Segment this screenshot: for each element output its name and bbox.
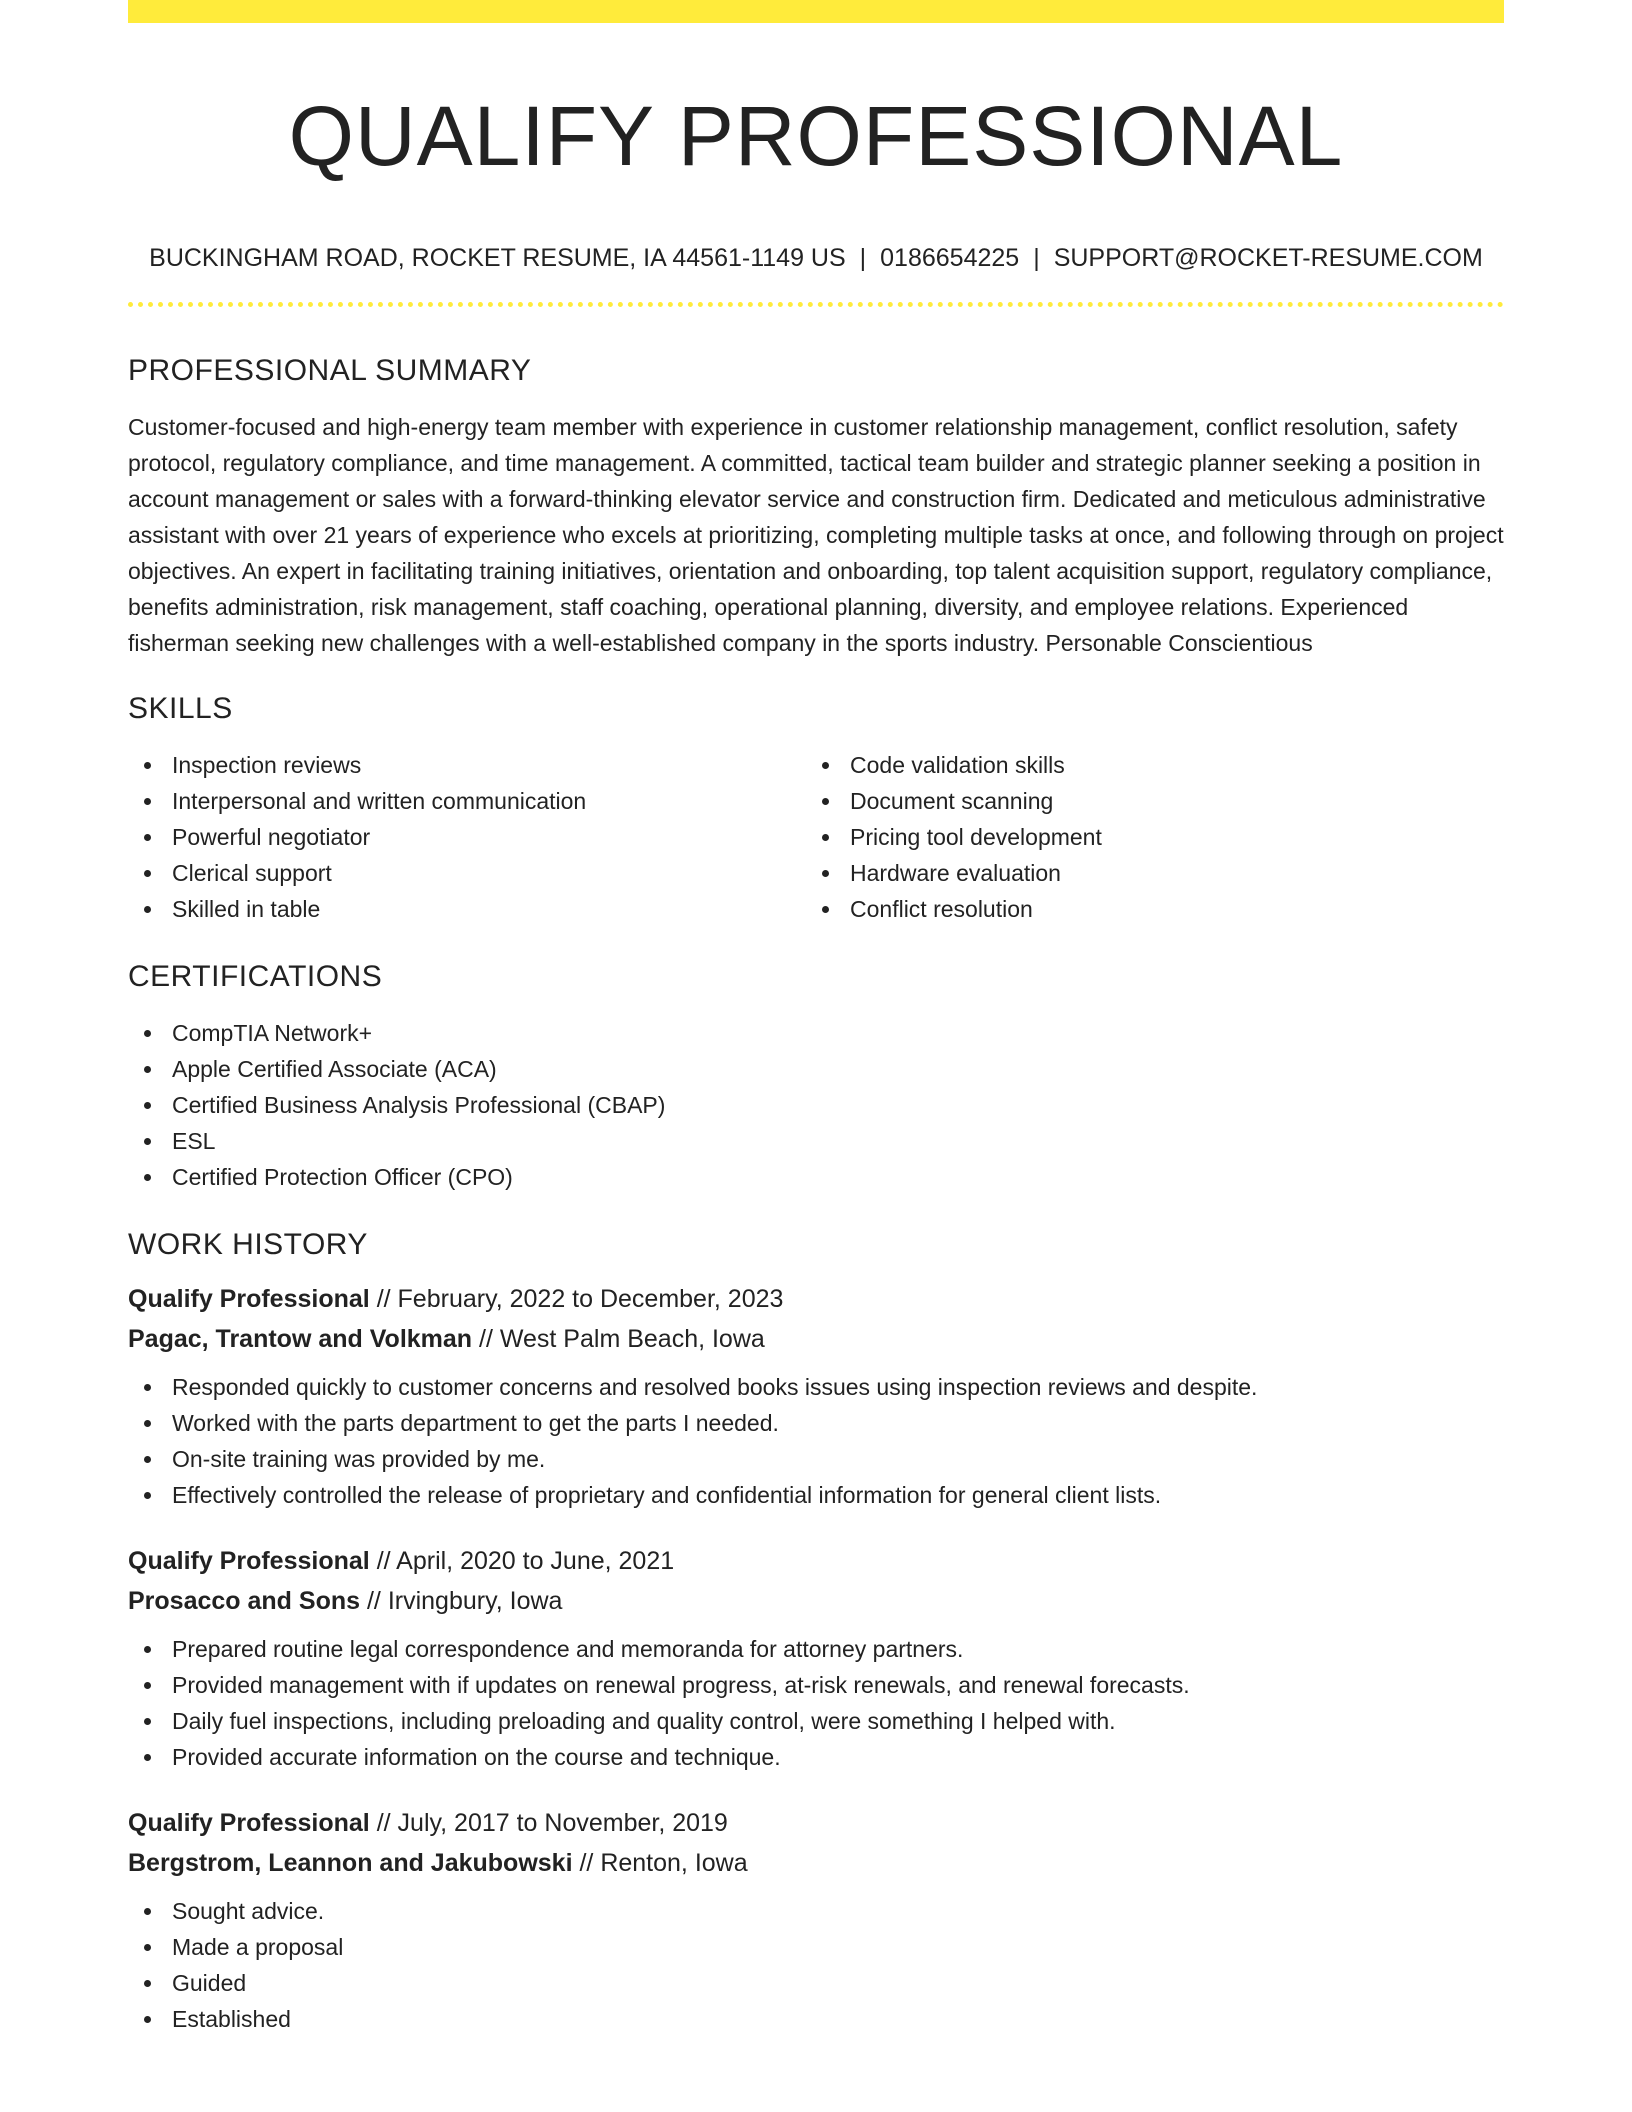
job-duty-item: On-site training was provided by me. [128, 1441, 1504, 1477]
job-location: // West Palm Beach, Iowa [479, 1325, 765, 1353]
skill-item: Clerical support [128, 855, 806, 891]
job-company: Prosacco and Sons [128, 1587, 361, 1615]
job-duty-item: Prepared routine legal correspondence and memoranda for attorney partners. [128, 1631, 1504, 1667]
summary-heading: PROFESSIONAL SUMMARY [128, 354, 532, 387]
job-duty-item: Effectively controlled the release of proprietary and confidential information for general client lists. [128, 1477, 1504, 1513]
job-company: Pagac, Trantow and Volkman [128, 1325, 473, 1353]
job-duties [128, 1369, 1504, 1513]
job-duty-item: Provided accurate information on the course and technique. [128, 1739, 1504, 1775]
job-entry-3 [128, 1803, 1504, 2037]
job-dates: // July, 2017 to November, 2019 [376, 1809, 728, 1837]
job-entry-1 [128, 1279, 1504, 1513]
contact-line [128, 241, 1504, 275]
job-duties [128, 1631, 1504, 1775]
job-duty-item: Daily fuel inspections, including preloading and quality control, were something I helped with. [128, 1703, 1504, 1739]
job-role: Qualify Professional [128, 1809, 370, 1837]
work-history-heading: WORK HISTORY [128, 1228, 368, 1261]
resume-content [128, 23, 1504, 2037]
skills-columns [128, 747, 1504, 927]
candidate-name: QUALIFY PROFESSIONAL [288, 89, 1344, 183]
skill-item: Interpersonal and written communication [128, 783, 806, 819]
job-location: // Renton, Iowa [579, 1849, 748, 1877]
skills-list-right [806, 747, 1484, 927]
job-entry-2 [128, 1541, 1504, 1775]
contact-email: SUPPORT@ROCKET-RESUME.COM [1053, 244, 1483, 272]
job-duties [128, 1893, 1504, 2037]
job-dates: // April, 2020 to June, 2021 [376, 1547, 675, 1575]
skill-item: Inspection reviews [128, 747, 806, 783]
skills-list-left [128, 747, 806, 927]
job-duty-item: Made a proposal [128, 1929, 1504, 1965]
contact-separator: | [859, 244, 867, 272]
skills-heading: SKILLS [128, 692, 233, 725]
job-location: // Irvingbury, Iowa [366, 1587, 563, 1615]
top-accent-bar [128, 0, 1504, 23]
contact-separator: | [1033, 244, 1040, 272]
skill-item: Document scanning [806, 783, 1484, 819]
skill-item: Code validation skills [806, 747, 1484, 783]
job-company-line [128, 1581, 1504, 1621]
job-role: Qualify Professional [128, 1547, 370, 1575]
certification-item: ESL [128, 1123, 1504, 1159]
skill-item: Skilled in table [128, 891, 806, 927]
certification-item: CompTIA Network+ [128, 1015, 1504, 1051]
job-duty-item: Provided management with if updates on renewal progress, at-risk renewals, and renewal forecasts. [128, 1667, 1504, 1703]
dotted-divider [128, 302, 1504, 307]
certification-item: Apple Certified Associate (ACA) [128, 1051, 1504, 1087]
job-duty-item: Sought advice. [128, 1893, 1504, 1929]
summary-text: Customer-focused and high-energy team member with experience in customer relationship management, conflict resolution, safety protocol, regulatory compliance, and time management. A committed, tactical team builder and strategic planner seeking a position in account management or sales with a forward-thinking elevator service and construction firm. Dedicated and meticulous administrative assistant with over 21 years of experience who excels at prioritizing, completing multiple tasks at once, and following through on project objectives. An expert in facilitating training initiatives, orientation and onboarding, top talent acquisition support, regulatory compliance, benefits administration, risk management, staff coaching, operational planning, diversity, and employee relations. Experienced fisherman seeking new challenges with a well-established company in the sports industry. Personable Conscientious [128, 414, 1504, 656]
job-company: Bergstrom, Leannon and Jakubowski [128, 1849, 573, 1877]
skill-item: Powerful negotiator [128, 819, 806, 855]
job-role-line [128, 1541, 1504, 1581]
job-company-line [128, 1319, 1504, 1359]
certifications-list [128, 1015, 1504, 1195]
contact-phone: 0186654225 [880, 244, 1020, 272]
job-dates: // February, 2022 to December, 2023 [376, 1285, 784, 1313]
certification-item: Certified Protection Officer (CPO) [128, 1159, 1504, 1195]
job-duty-item: Worked with the parts department to get the parts I needed. [128, 1405, 1504, 1441]
job-company-line [128, 1843, 1504, 1883]
job-duty-item: Responded quickly to customer concerns and resolved books issues using inspection reviews and despite. [128, 1369, 1504, 1405]
certifications-heading: CERTIFICATIONS [128, 960, 383, 993]
skill-item: Hardware evaluation [806, 855, 1484, 891]
job-duty-item: Established [128, 2001, 1504, 2037]
job-role-line [128, 1803, 1504, 1843]
contact-address: BUCKINGHAM ROAD, ROCKET RESUME, IA 44561-1149 US [149, 244, 846, 272]
skill-item: Pricing tool development [806, 819, 1484, 855]
job-duty-item: Guided [128, 1965, 1504, 2001]
job-role-line [128, 1279, 1504, 1319]
job-role: Qualify Professional [128, 1285, 370, 1313]
skill-item: Conflict resolution [806, 891, 1484, 927]
certification-item: Certified Business Analysis Professional (CBAP) [128, 1087, 1504, 1123]
